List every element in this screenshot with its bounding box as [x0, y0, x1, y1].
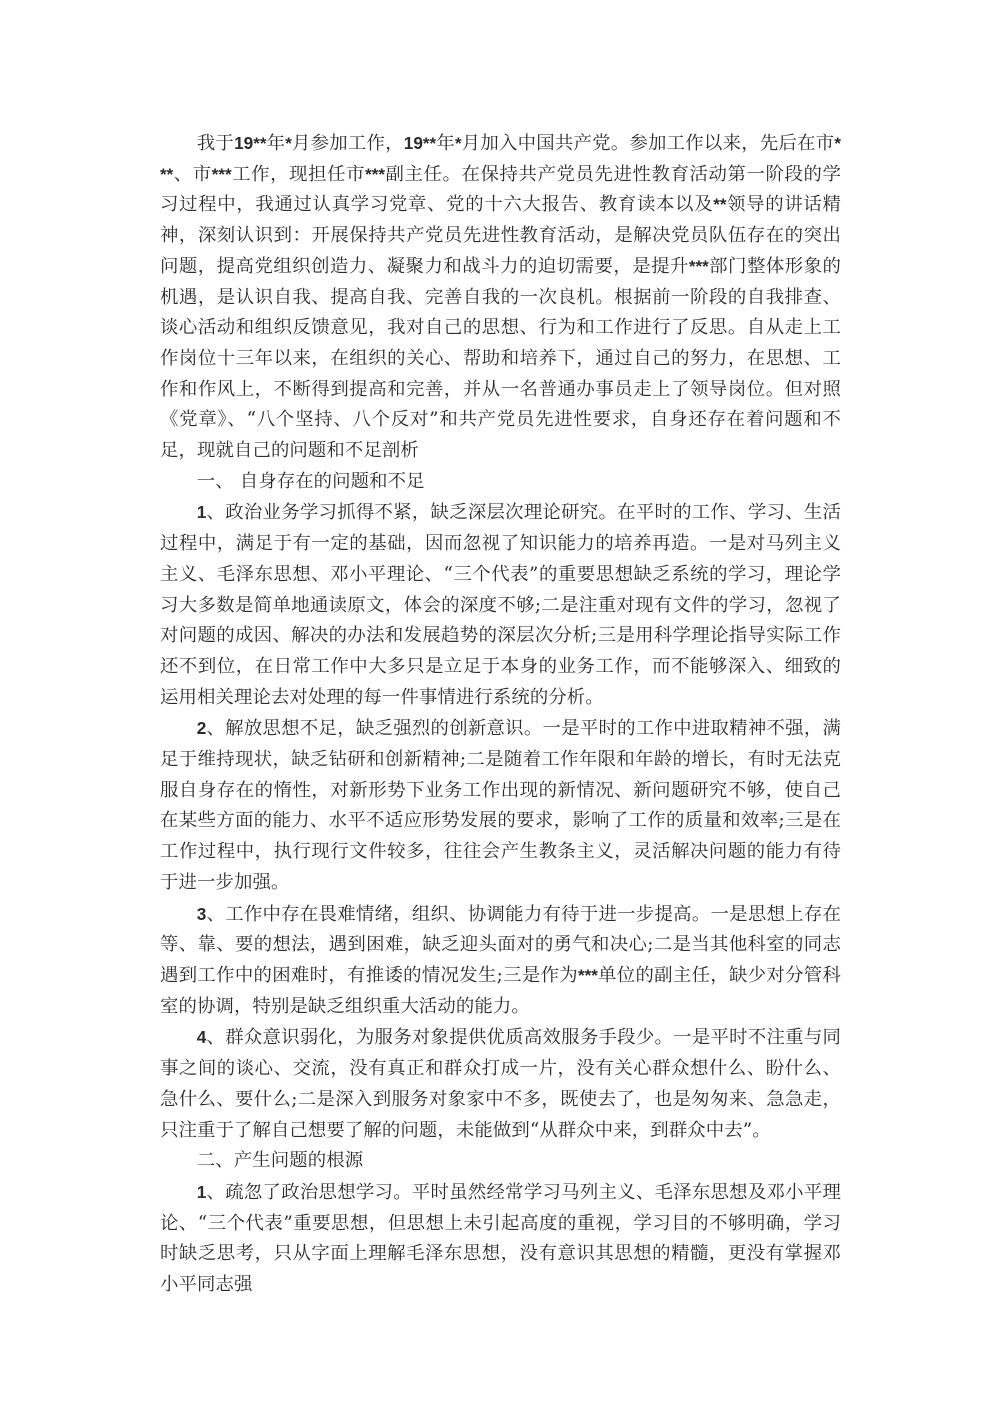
- paragraph-item-1-3: 3、工作中存在畏难情绪，组织、协调能力有待于进一步提高。一是思想上存在等、靠、要的想法，遇到困难，缺乏迎头面对的勇气和决心;二是当其他科室的同志遇到工作中的困难时，有推诿的情况发生;三是作为***单位的副主任，缺少对分管科室的协调，特别是缺乏组织重大活动的能力。: [160, 903, 841, 1017]
- heading-section-one: 一、 自身存在的问题和不足: [196, 470, 425, 492]
- paragraph-item-1-1: 1、政治业务学习抓得不紧，缺乏深层次理论研究。在平时的工作、学习、生活过程中，满足于有一定的基础，因而忽视了知识能力的培养再造。一是对马列主义主义、毛泽东思想、邓小平理论、“三个代表”的重要思想缺乏系统的学习，理论学习大多数是简单地通读原文，体会的深度不够;二是注重对现有文件的学习，忽视了对问题的成因、解决的办法和发展趋势的深层次分析;三是用科学理论指导实际工作还不到位，在日常工作中大多只是立足于本身的业务工作，而不能够深入、细致的运用相关理论去对处理的每一件事情进行系统的分析。: [160, 502, 841, 708]
- paragraph-item-1-2: 2、解放思想不足，缺乏强烈的创新意识。一是平时的工作中进取精神不强，满足于维持现状，缺乏钻研和创新精神;二是随着工作年限和年龄的增长，有时无法克服自身存在的惰性，对新形势下业务工作出现的新情况、新问题研究不够，使自己在某些方面的能力、水平不适应形势发展的要求，影响了工作的质量和效率;三是在工作过程中，执行现行文件较多，往往会产生教条主义，灵活解决问题的能力有待于进一步加强。: [160, 718, 841, 893]
- paragraph-item-2-1: 1、疏忽了政治思想学习。平时虽然经常学习马列主义、毛泽东思想及邓小平理论、“三个代表”重要思想，但思想上未引起高度的重视，学习目的不够明确，学习时缺乏思考，只从字面上理解毛泽东思想，没有意识其思想的精髓，更没有掌握邓小平同志强: [160, 1181, 841, 1296]
- heading-section-two: 二、产生问题的根源: [196, 1150, 364, 1172]
- paragraph-intro: 我于19**年*月参加工作，19**年*月加入中国共产党。参加工作以来，先后在市***、市***工作，现担任市***副主任。在保持共产党员先进性教育活动第一阶段的学习过程中，我通过认真学习党章、党的十六大报告、教育读本以及**领导的讲话精神，深刻认识到：开展保持共产党员先进性教育活动，是解决党员队伍存在的突出问题，提高党组织创造力、凝聚力和战斗力的迫切需要，是提升***部门整体形象的机遇，是认识自我、提高自我、完善自我的一次良机。根据前一阶段的自我排查、谈心活动和组织反馈意见，我对自己的思想、行为和工作进行了反思。自从走上工作岗位十三年以来，在组织的关心、帮助和培养下，通过自己的努力，在思想、工作和作风上，不断得到提高和完善，并从一名普通办事员走上了领导岗位。但对照《党章》、“八个坚持、八个反对”和共产党员先进性要求，自身还存在着问题和不足，现就自己的问题和不足剖析: [160, 133, 841, 462]
- document-text-body: [160, 128, 841, 1301]
- paragraph-item-1-4: 4、群众意识弱化，为服务对象提供优质高效服务手段少。一是平时不注重与同事之间的谈心、交流，没有真正和群众打成一片，没有关心群众想什么、盼什么、急什么、要什么;二是深入到服务对象家中不多，既使去了，也是匆匆来、急急走，只注重于了解自己想要了解的问题，未能做到“从群众中来，到群众中去”。: [160, 1027, 841, 1141]
